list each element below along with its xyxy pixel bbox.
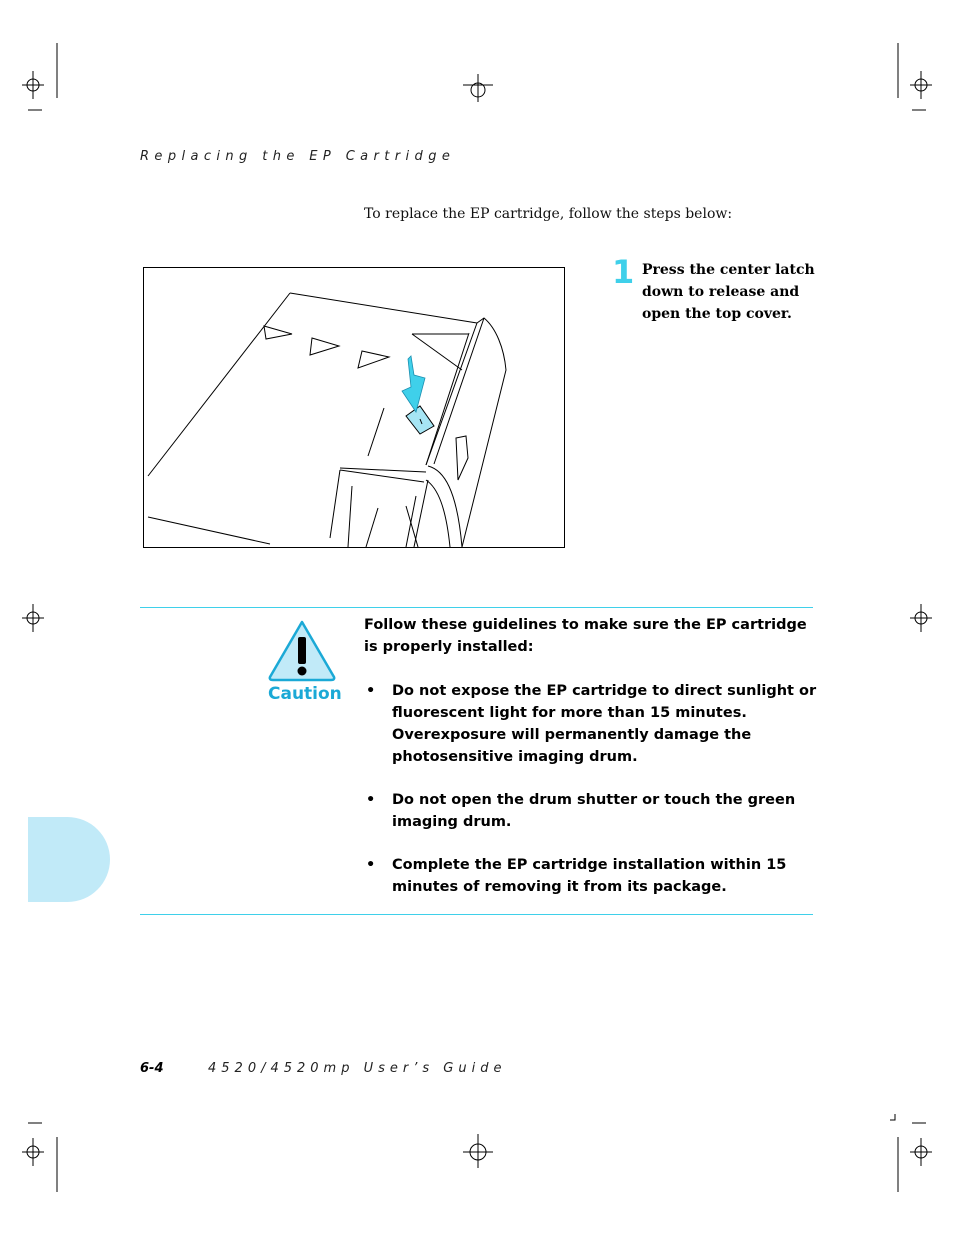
running-header: Replacing the EP Cartridge bbox=[140, 149, 456, 164]
caution-intro: Follow these guidelines to make sure the EP cartridge is properly installed: bbox=[364, 617, 807, 655]
caution-guidelines-list bbox=[364, 680, 819, 919]
chapter-tab bbox=[28, 817, 110, 902]
list-item bbox=[364, 854, 819, 898]
guideline-text: Do not expose the EP cartridge to direct sunlight or fluorescent light for more than 15 minutes. Overexposure will permanently damage the photosensitive imaging drum. bbox=[392, 683, 817, 765]
intro-paragraph: To replace the EP cartridge, follow the steps below: bbox=[364, 206, 733, 222]
latch-highlight bbox=[406, 406, 434, 434]
list-item bbox=[364, 789, 819, 833]
caution-warning-icon bbox=[267, 619, 337, 683]
caution-top-rule bbox=[140, 607, 813, 608]
step-number: 1 bbox=[612, 253, 635, 291]
bullet: • bbox=[366, 792, 376, 808]
caution-label: Caution bbox=[268, 684, 342, 704]
bullet: • bbox=[366, 683, 376, 699]
caution-bottom-rule bbox=[140, 914, 813, 915]
printer-illustration bbox=[143, 267, 565, 548]
page-number: 6-4 bbox=[140, 1061, 164, 1076]
step-instruction: Press the center latch down to release and open the top cover. bbox=[642, 262, 815, 322]
footer-guide-title: 4520/4520mp User’s Guide bbox=[208, 1061, 507, 1076]
guideline-text: Complete the EP cartridge installation within 15 minutes of removing it from its package. bbox=[392, 857, 787, 895]
printer-top-cover-drawing bbox=[144, 268, 564, 547]
guideline-text: Do not open the drum shutter or touch the green imaging drum. bbox=[392, 792, 796, 830]
list-item bbox=[364, 680, 819, 768]
press-down-arrow-icon bbox=[402, 356, 425, 412]
bullet: • bbox=[366, 857, 376, 873]
